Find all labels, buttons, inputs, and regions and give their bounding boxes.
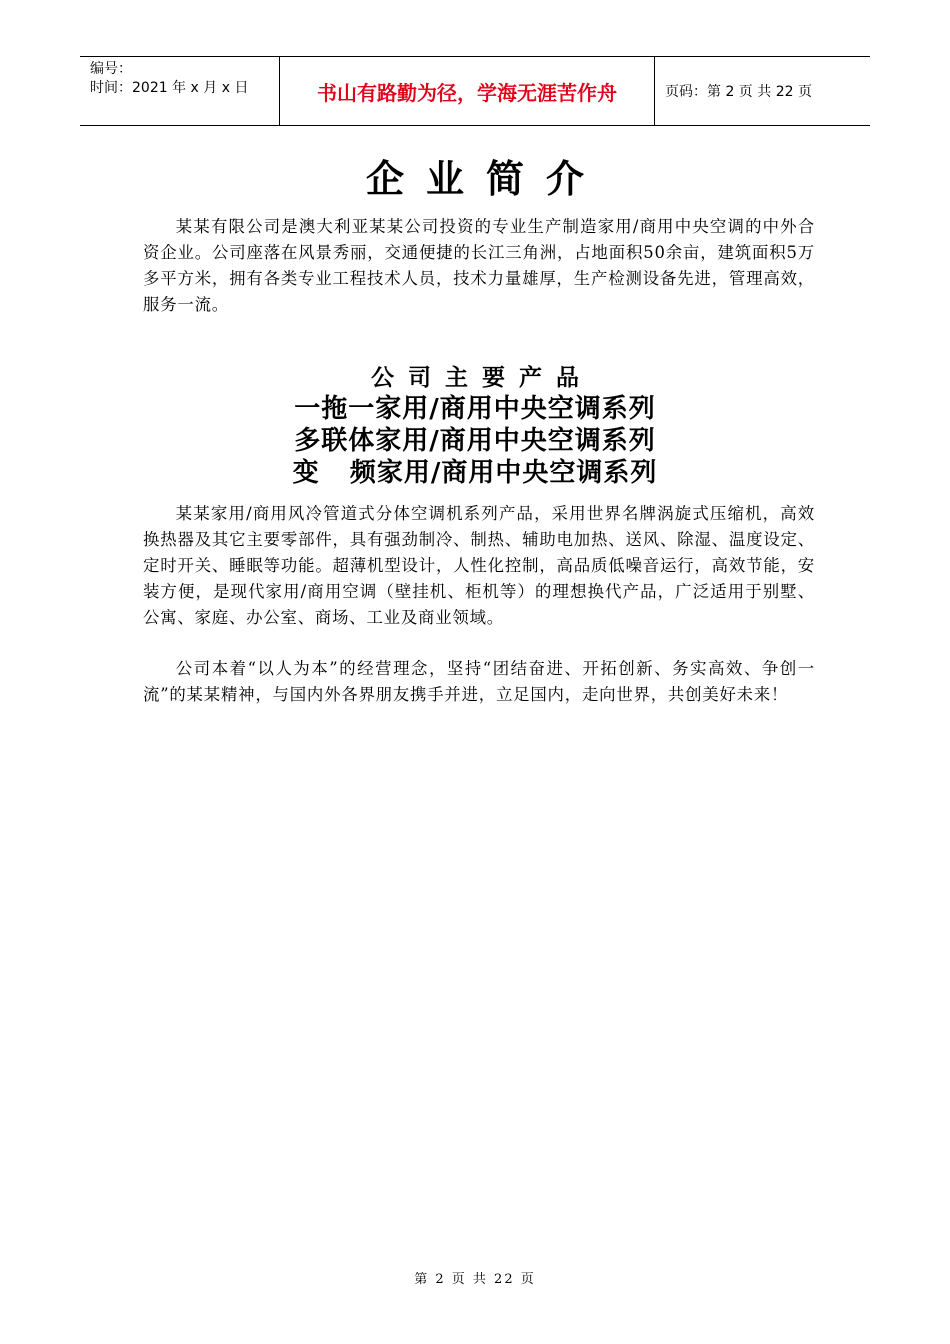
page-title: 企业简介 bbox=[365, 156, 606, 201]
company-philosophy-paragraph: 公司本着“以人为本”的经营理念，坚持“团结奋进、开拓创新、务实高效、争创一流”的某某精神，与国内外各界朋友携手并进，立足国内，走向世界，共创美好未来！ bbox=[143, 659, 815, 704]
document-header bbox=[80, 56, 870, 126]
serial-number-label: 编号： bbox=[90, 61, 132, 77]
header-page-label: 页码：第 2 页 共 22 页 bbox=[665, 84, 812, 100]
product-line: 多联体家用/商用中央空调系列 bbox=[294, 426, 656, 456]
company-intro-paragraph: 某某有限公司是澳大利亚某某公司投资的专业生产制造家用/商用中央空调的中外合资企业。公司座落在风景秀丽，交通便捷的长江三角洲，占地面积50余亩，建筑面积5万多平方米，拥有各类专业工程技术人员，技术力量雄厚，生产检测设备先进，管理高效，服务一流。 bbox=[143, 217, 815, 314]
product-description-paragraph: 某某家用/商用风冷管道式分体空调机系列产品，采用世界名牌涡旋式压缩机，高效换热器及其它主要零部件，具有强劲制冷、制热、辅助电加热、送风、除湿、温度设定、定时开关、睡眠等功能。超薄机型设计，人性化控制，高品质低噪音运行，高效节能，安装方便，是现代家用/商用空调（壁挂机、柜机等）的理想换代产品，广泛适用于别墅、公寓、家庭、办公室、商场、工业及商业领域。 bbox=[143, 504, 815, 627]
date-label: 时间：2021 年 x 月 x 日 bbox=[90, 80, 249, 96]
main-products-section bbox=[0, 362, 950, 489]
product-line: 一拖一家用/商用中央空调系列 bbox=[294, 394, 656, 424]
product-line: 变 频家用/商用中央空调系列 bbox=[292, 458, 658, 488]
header-motto: 书山有路勤为径，学海无涯苦作舟 bbox=[280, 57, 655, 125]
page-footer-number: 第 2 页 共 22 页 bbox=[414, 1272, 536, 1287]
products-heading: 公司主要产品 bbox=[371, 364, 593, 391]
header-meta-cell bbox=[80, 57, 280, 125]
